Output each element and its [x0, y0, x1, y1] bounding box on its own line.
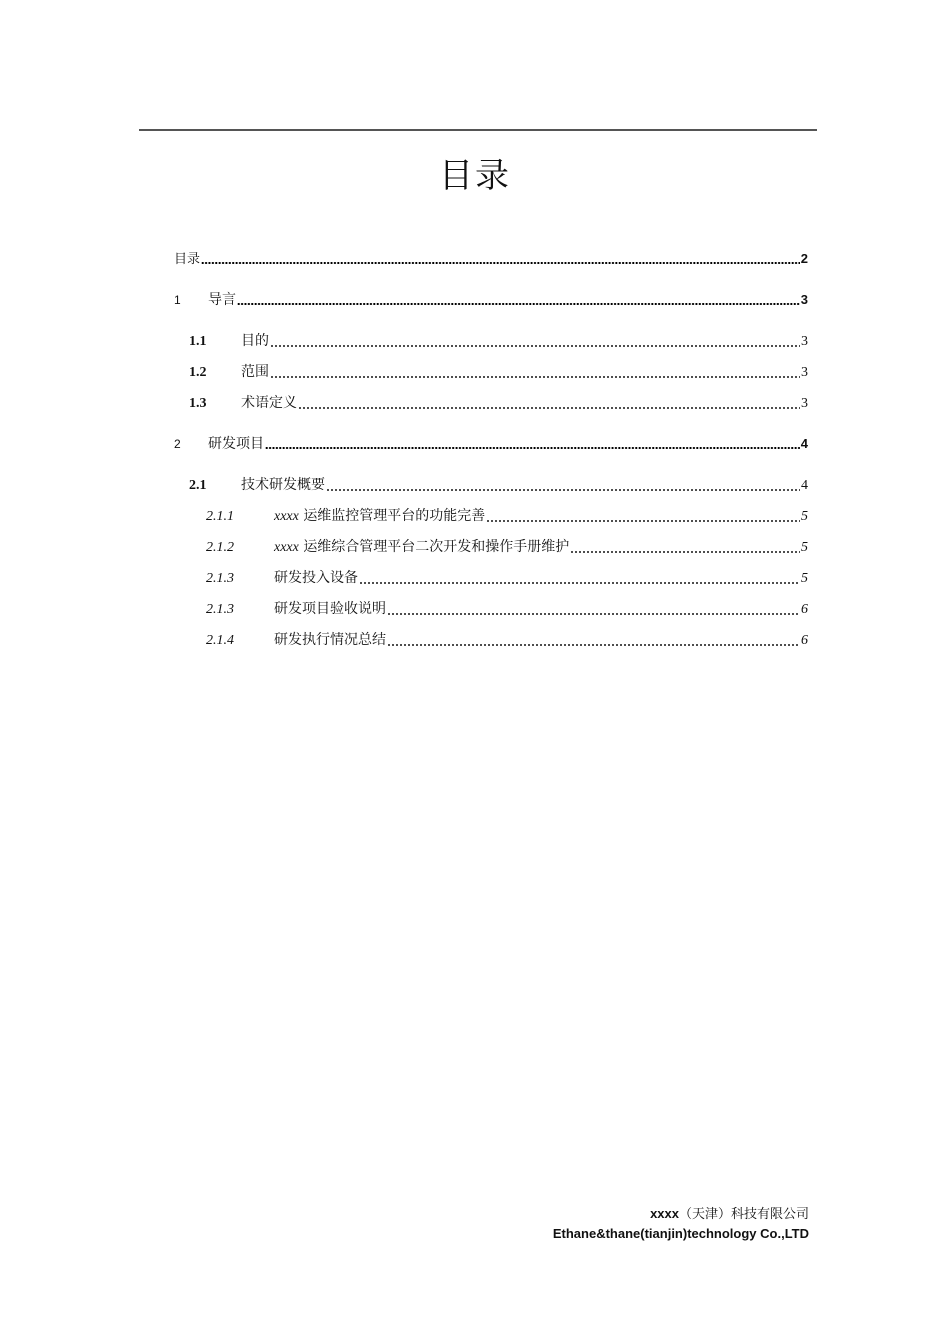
toc-entry-text: 目录 [174, 252, 201, 267]
toc-entry-page: 3 [801, 334, 808, 349]
toc-leader-dots [486, 520, 800, 522]
toc-leader-dots [387, 644, 800, 646]
toc-entry-number: 2.1.3 [206, 571, 234, 586]
toc-entry-title [274, 629, 386, 649]
header-rule [139, 129, 817, 131]
toc-entry-text: 运维监控管理平台的功能完善 [303, 508, 486, 524]
toc-entry[interactable] [174, 289, 808, 311]
toc-leader-dots [201, 262, 800, 265]
toc-leader-dots [265, 447, 800, 450]
toc-entry[interactable] [189, 392, 808, 414]
toc-entry-page: 5 [801, 540, 808, 555]
toc-entry-title [174, 248, 200, 267]
toc-entry-page: 6 [801, 633, 808, 648]
toc-entry-number: 2 [174, 437, 181, 451]
toc-entry-title [274, 598, 386, 618]
toc-entry[interactable] [206, 505, 808, 527]
footer-company-name: （天津）科技有限公司 [678, 1207, 809, 1222]
toc-leader-dots [270, 376, 800, 378]
toc-entry-text: 运维综合管理平台二次开发和操作手册维护 [303, 539, 570, 555]
toc-entry-text: 技术研发概要 [241, 477, 325, 493]
toc-entry-number: 2.1.2 [206, 540, 234, 555]
toc-entry[interactable] [189, 330, 808, 352]
toc-entry-page: 3 [800, 292, 808, 307]
toc-entry-title [208, 433, 264, 453]
toc-leader-dots [270, 345, 800, 347]
toc-entry-title [208, 289, 236, 309]
toc-entry-text: 范围 [241, 364, 269, 380]
toc-entry-page: 6 [801, 602, 808, 617]
toc-entry-number: 1.2 [189, 365, 207, 380]
toc-entry-page: 4 [801, 478, 808, 493]
toc-entry-number: 2.1.4 [206, 633, 234, 648]
toc-entry-prefix: xxxx [274, 509, 299, 524]
toc-entry-text: 术语定义 [241, 395, 297, 411]
toc-entry-text: 研发项目 [208, 436, 264, 452]
toc-entry[interactable] [206, 629, 808, 651]
toc-entry-page: 3 [801, 396, 808, 411]
toc-entry-number: 2.1.1 [206, 509, 234, 524]
toc-entry-title [241, 361, 269, 381]
toc-entry-page: 5 [801, 509, 808, 524]
footer-company-cn [650, 1203, 809, 1222]
toc-entry-title [274, 567, 358, 587]
toc-entry[interactable] [174, 248, 808, 270]
toc-entry[interactable] [174, 433, 808, 455]
toc-entry-text: 研发投入设备 [274, 570, 358, 586]
toc-entry-number: 1.3 [189, 396, 207, 411]
toc-entry-title [241, 392, 297, 412]
toc-entry-page: 3 [801, 365, 808, 380]
toc-entry-title [274, 536, 569, 556]
toc-leader-dots [237, 303, 800, 306]
footer-company-en: Ethane&thane(tianjin)technology Co.,LTD [552, 1226, 809, 1241]
toc-entry-prefix: xxxx [274, 540, 299, 555]
toc-entry-title [274, 505, 485, 525]
toc-entry-page: 5 [801, 571, 808, 586]
toc-entry-title [241, 474, 325, 494]
toc-entry-page: 4 [800, 436, 808, 451]
toc-entry-text: 目的 [241, 333, 269, 349]
toc-entry[interactable] [206, 598, 808, 620]
footer-company-prefix: xxxx [650, 1206, 679, 1221]
toc-leader-dots [326, 489, 800, 491]
toc-entry-number: 2.1.3 [206, 602, 234, 617]
toc-leader-dots [298, 407, 800, 409]
toc-entry[interactable] [189, 361, 808, 383]
toc-leader-dots [387, 613, 800, 615]
toc-entry-text: 导言 [208, 292, 236, 308]
toc-entry-page: 2 [800, 251, 808, 266]
toc-entry-text: 研发执行情况总结 [274, 632, 386, 648]
toc-entry[interactable] [189, 474, 808, 496]
toc-entry-number: 1.1 [189, 334, 207, 349]
page-title: 目录 [439, 156, 511, 196]
toc-entry[interactable] [206, 567, 808, 589]
toc-leader-dots [570, 551, 800, 553]
toc-leader-dots [359, 582, 800, 584]
toc-entry-number: 1 [174, 293, 181, 307]
toc-entry-text: 研发项目验收说明 [274, 601, 386, 617]
toc-entry-number: 2.1 [189, 478, 207, 493]
toc-entry-title [241, 330, 269, 350]
toc-entry[interactable] [206, 536, 808, 558]
